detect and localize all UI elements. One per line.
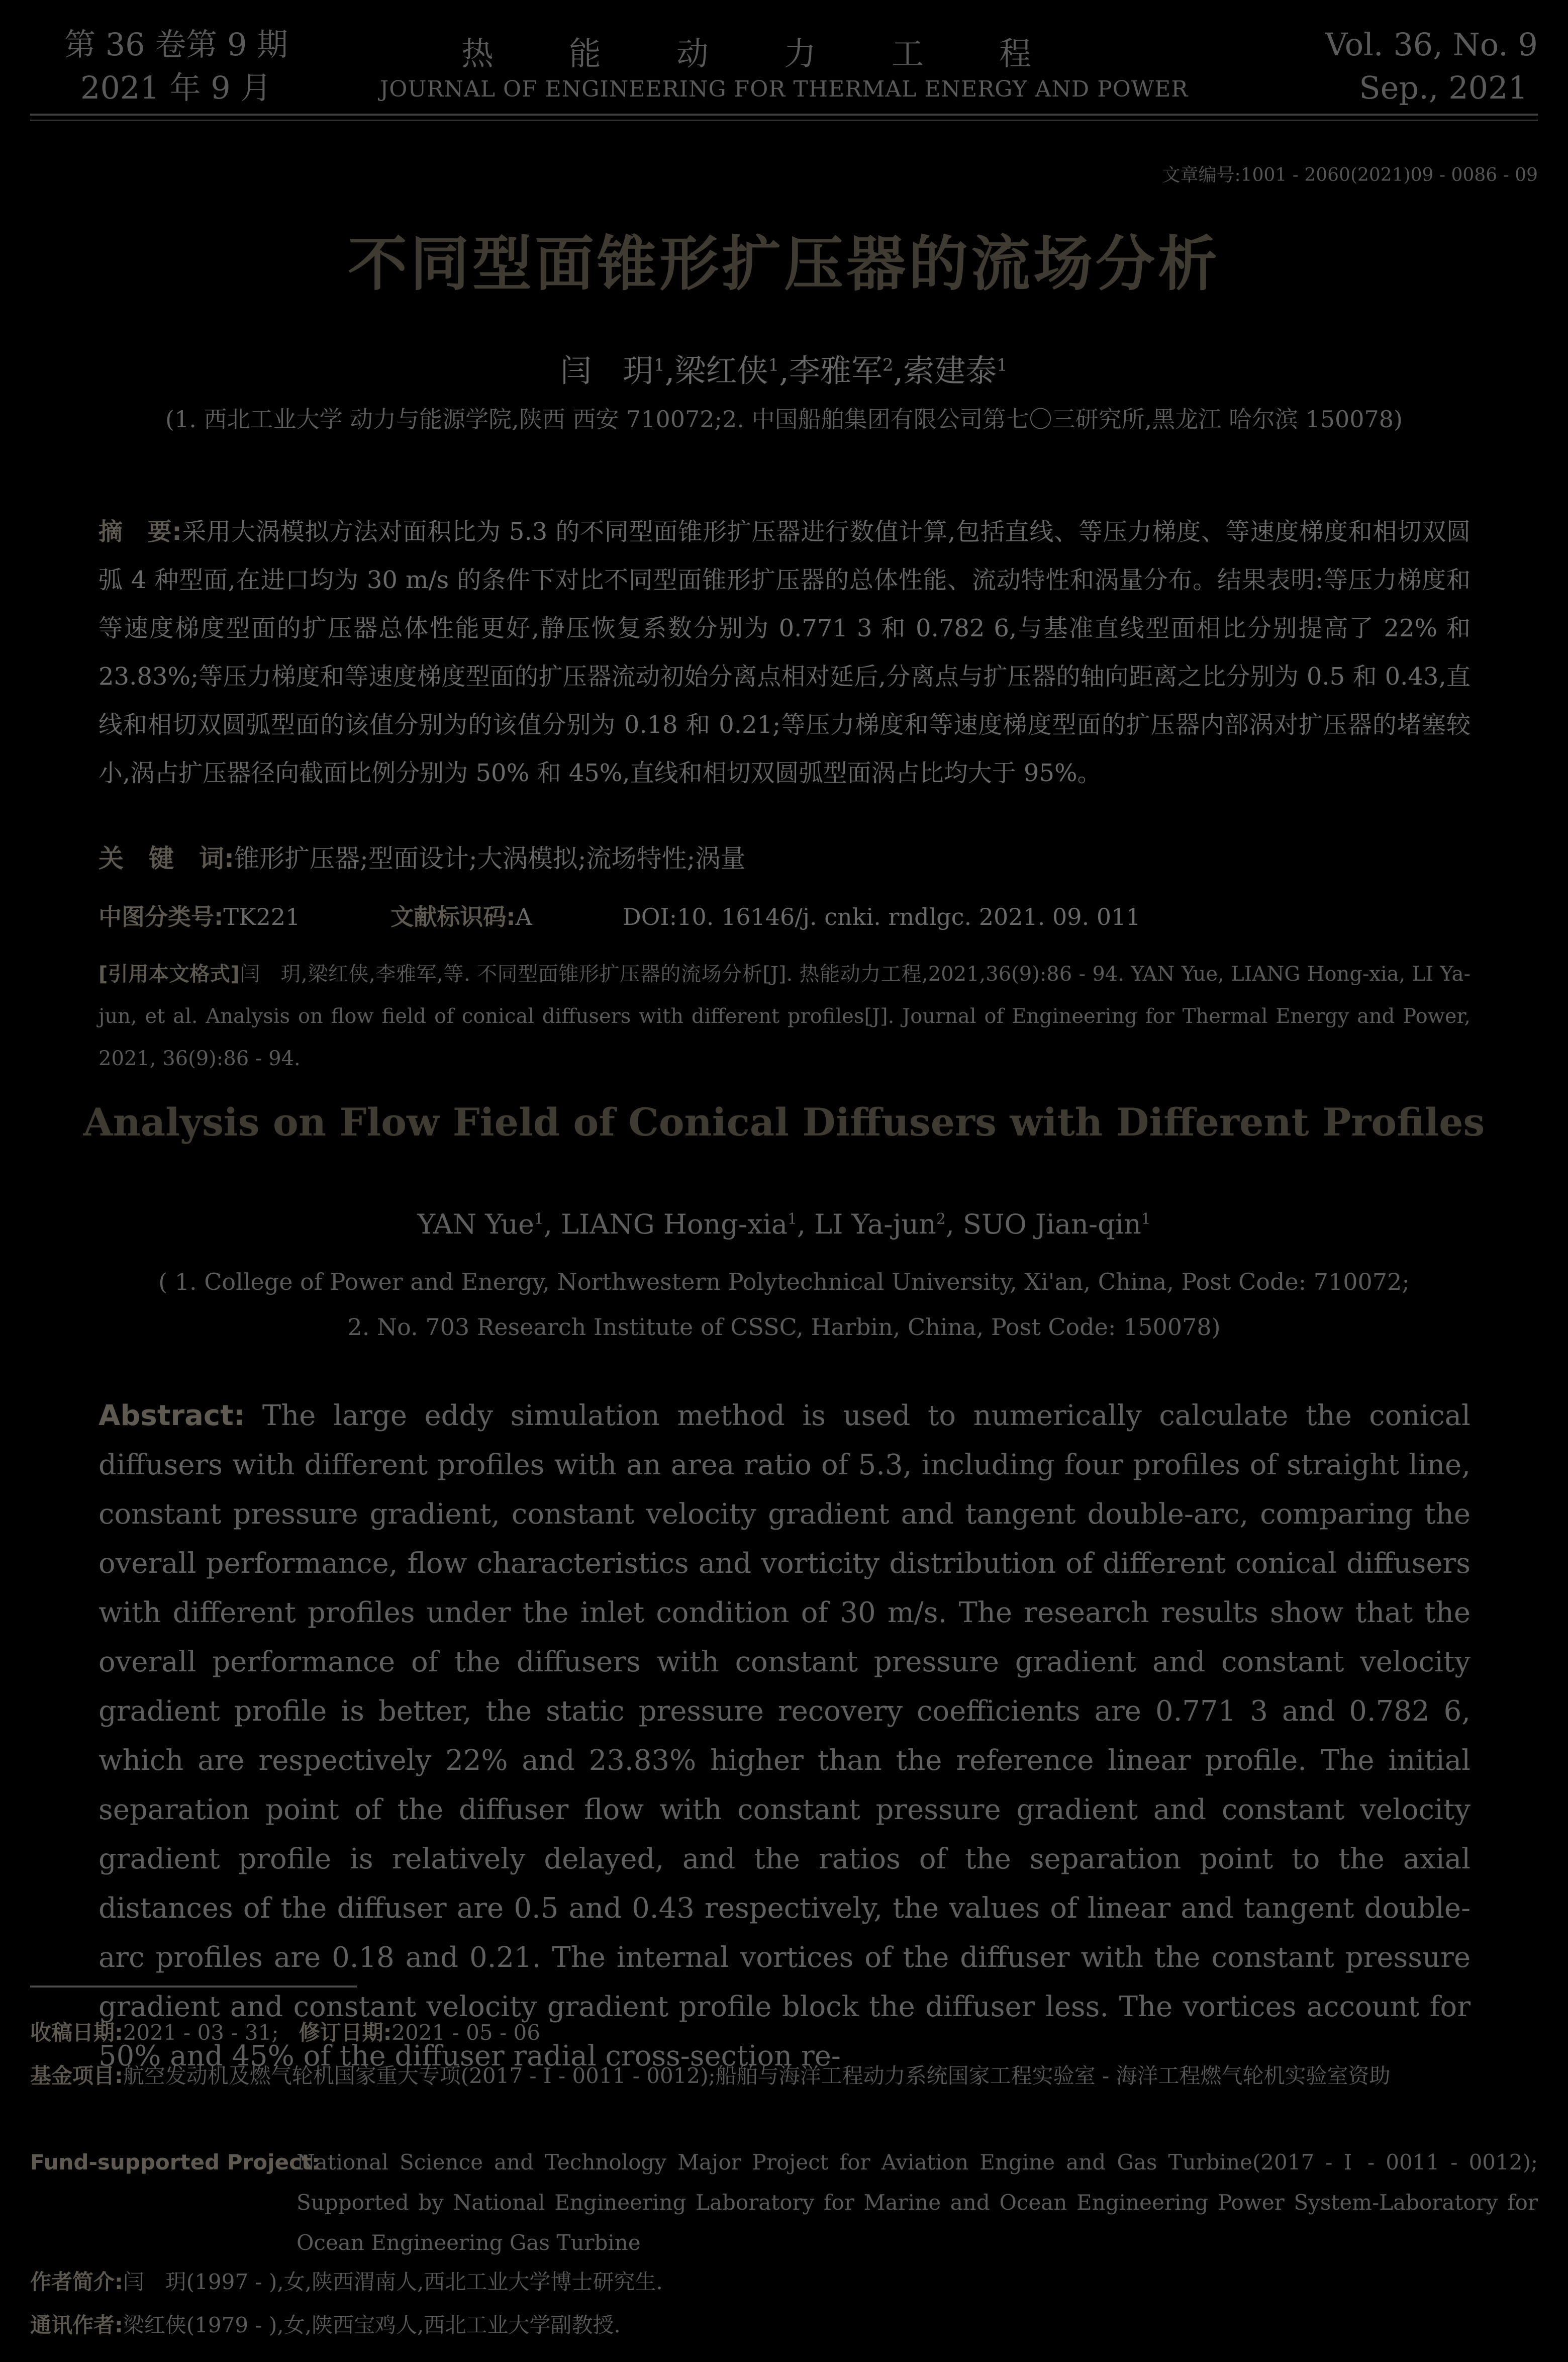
footnote-dates — [30, 2013, 1538, 2053]
author-name: 索建泰 — [903, 352, 997, 389]
keywords-cn-text: 锥形扩压器;型面设计;大涡模拟;流场特性;涡量 — [234, 844, 746, 873]
author-bio-text: 闫 玥(1997 - ),女,陕西渭南人,西北工业大学博士研究生. — [123, 2270, 663, 2294]
footnote-author — [30, 2262, 1538, 2302]
author-affil-mark: 1 — [1141, 1210, 1151, 1228]
header-rule-top — [30, 114, 1538, 116]
author-name: 闫 玥 — [560, 352, 654, 389]
authors-en: YAN Yue$^1$, LIANG Hong-xia$^1$, LI Ya-jun$^2$, SUO Jian-qin$^1$ — [417, 1208, 1151, 1240]
received-label: 收稿日期: — [30, 2020, 123, 2045]
journal-name-en: JOURNAL OF ENGINEERING FOR THERMAL ENERGY AND POWER — [379, 76, 1189, 102]
authors-cn: 闫 玥$^1$,梁红侠$^1$,李雅军$^2$,索建泰$^1$ — [560, 352, 1008, 389]
doc-code-value: A — [515, 903, 532, 930]
article-number: 文章编号:1001 - 2060(2021)09 - 0086 - 09 — [1162, 165, 1538, 185]
citation-text: 闫 玥,梁红侠,李雅军,等. 不同型面锥形扩压器的流场分析[J]. 热能动力工程,2021,36(9):86 - 94. YAN Yue, LIANG Hong-xia, LI Ya-jun, et al. Analysis on flow field of conical diffusers with different profiles[J]. Journal of Engineering for Thermal Energy and Power, 2021, 36(9):86 - 94. — [99, 963, 1471, 1070]
citation-label: [引用本文格式] — [99, 963, 240, 986]
fund-en-text: National Science and Technology Major Project for Aviation Engine and Gas Turbine(2017 - Ⅰ - 0011 - 0012); Supported by National Engineering Laboratory for Marine and Ocean Engineering Power System-Laboratory for Ocean Engineering Gas Turbine — [297, 2150, 1538, 2255]
header-volume-en: Vol. 36, No. 9 — [1325, 26, 1538, 63]
doc-code-label: 文献标识码: — [390, 903, 516, 930]
abstract-cn — [99, 508, 1471, 797]
author-affil-mark: 1 — [997, 355, 1008, 375]
author-name: LI Ya-jun — [814, 1208, 936, 1240]
author-affil-mark: 1 — [768, 355, 779, 375]
author-name: YAN Yue — [417, 1208, 534, 1240]
header-date-en: Sep., 2021 — [1359, 69, 1528, 106]
clc-label: 中图分类号: — [99, 903, 224, 930]
corr-author-label: 通讯作者: — [30, 2313, 123, 2337]
author-affil-mark: 1 — [534, 1210, 544, 1228]
author-affil-mark: 1 — [788, 1210, 797, 1228]
footnote-rule — [30, 1986, 357, 1988]
revised-label: 修订日期: — [299, 2020, 392, 2045]
footnote-corresponding — [30, 2305, 1538, 2345]
author-name: 李雅军 — [789, 352, 883, 389]
affiliation-en — [0, 1259, 1568, 1350]
corr-author-text: 梁红侠(1979 - ),女,陕西宝鸡人,西北工业大学副教授. — [123, 2313, 621, 2337]
author-affil-mark: 2 — [882, 355, 894, 375]
affiliation-en-line1: ( 1. College of Power and Energy, Northwestern Polytechnical University, Xi'an, China, Post Code: 710072; — [158, 1268, 1410, 1295]
classification-line — [99, 899, 1231, 932]
abstract-cn-text: 采用大涡模拟方法对面积比为 5.3 的不同型面锥形扩压器进行数值计算,包括直线、等压力梯度、等速度梯度和相切双圆弧 4 种型面,在进口均为 30 m/s 的条件下对比不同型面锥形扩压器的总体性能、流动特性和涡量分布。结果表明:等压力梯度和等速度梯度型面的扩压器总体性能更好,静压恢复系数分别为 0.771 3 和 0.782 6,与基准直线型面相比分别提高了 22% 和 23.83%;等压力梯度和等速度梯度型面的扩压器流动初始分离点相对延后,分离点与扩压器的轴向距离之比分别为 0.5 和 0.43,直线和相切双圆弧型面的该值分别为的该值分别为 0.18 和 0.21;等压力梯度和等速度梯度型面的扩压器内部涡对扩压器的堵塞较小,涡占扩压器径向截面比例分别为 50% 和 45%,直线和相切双圆弧型面涡占比均大于 95%。 — [99, 518, 1471, 787]
keywords-cn-label: 关 键 词: — [99, 844, 234, 873]
title-cn: 不同型面锥形扩压器的流场分析 — [347, 229, 1220, 299]
header-issue-cn: 第 36 卷第 9 期 — [64, 26, 288, 63]
abstract-en — [99, 1391, 1471, 2081]
footnote-fund-cn — [30, 2056, 1538, 2096]
abstract-en-text: The large eddy simulation method is used to numerically calculate the conical diffusers with different profiles with an area ratio of 5.3, including four profiles of straight line, constant pressure gradient, constant velocity gradient and tangent double-arc, comparing the overall performance, flow characteristics and vorticity distribution of different conical diffusers with different profiles under the inlet condition of 30 m/s. The research results show that the overall performance of the diffusers with constant pressure gradient and constant velocity gradient profile is better, the static pressure recovery coefficients are 0.771 3 and 0.782 6, which are respectively 22% and 23.83% higher than the reference linear profile. The initial separation point of the diffuser flow with constant pressure gradient and constant velocity gradient profile is relatively delayed, and the ratios of the separation point to the axial distances of the diffuser are 0.5 and 0.43 respectively, the values of linear and tangent double-arc profiles are 0.18 and 0.21. The internal vortices of the diffuser with the constant pressure gradient and constant velocity gradient profile block the diffuser less. The vortices account for 50% and 45% of the diffuser radial cross-section re- — [99, 1399, 1471, 2072]
fund-label: 基金项目: — [30, 2063, 123, 2088]
abstract-en-label: Abstract: — [99, 1399, 245, 1432]
abstract-cn-label: 摘 要: — [99, 518, 182, 546]
title-en: Analysis on Flow Field of Conical Diffusers with Different Profiles — [83, 1100, 1485, 1145]
author-name: LIANG Hong-xia — [561, 1208, 788, 1240]
fund-text: 航空发动机及燃气轮机国家重大专项(2017 - Ⅰ - 0011 - 0012);船舶与海洋工程动力系统国家工程实验室 - 海洋工程燃气轮机实验室资助 — [123, 2063, 1391, 2088]
footnote-fund-en — [30, 2142, 1538, 2263]
revised-date: 2021 - 05 - 06 — [391, 2020, 540, 2045]
clc-value: TK221 — [223, 903, 301, 930]
header-rule-bottom — [30, 120, 1538, 121]
affiliation-en-line2: 2. No. 703 Research Institute of CSSC, Harbin, China, Post Code: 150078) — [347, 1313, 1221, 1341]
citation — [99, 953, 1471, 1080]
author-name: SUO Jian-qin — [963, 1208, 1141, 1240]
fund-en-label: Fund-supported Project: — [30, 2150, 320, 2175]
header-date-cn: 2021 年 9 月 — [80, 69, 272, 106]
affiliation-cn: (1. 西北工业大学 动力与能源学院,陕西 西安 710072;2. 中国船舶集团有限公司第七〇三研究所,黑龙江 哈尔滨 150078) — [165, 406, 1403, 433]
received-date: 2021 - 03 - 31; — [123, 2020, 279, 2045]
author-affil-mark: 1 — [654, 355, 665, 375]
journal-name-cn: 热能动力工程 — [461, 36, 1107, 73]
doi: DOI:10. 16146/j. cnki. rndlgc. 2021. 09. 011 — [622, 903, 1141, 930]
author-bio-label: 作者简介: — [30, 2270, 123, 2294]
keywords-cn — [99, 838, 745, 875]
author-name: 梁红侠 — [674, 352, 768, 389]
author-affil-mark: 2 — [936, 1210, 946, 1228]
